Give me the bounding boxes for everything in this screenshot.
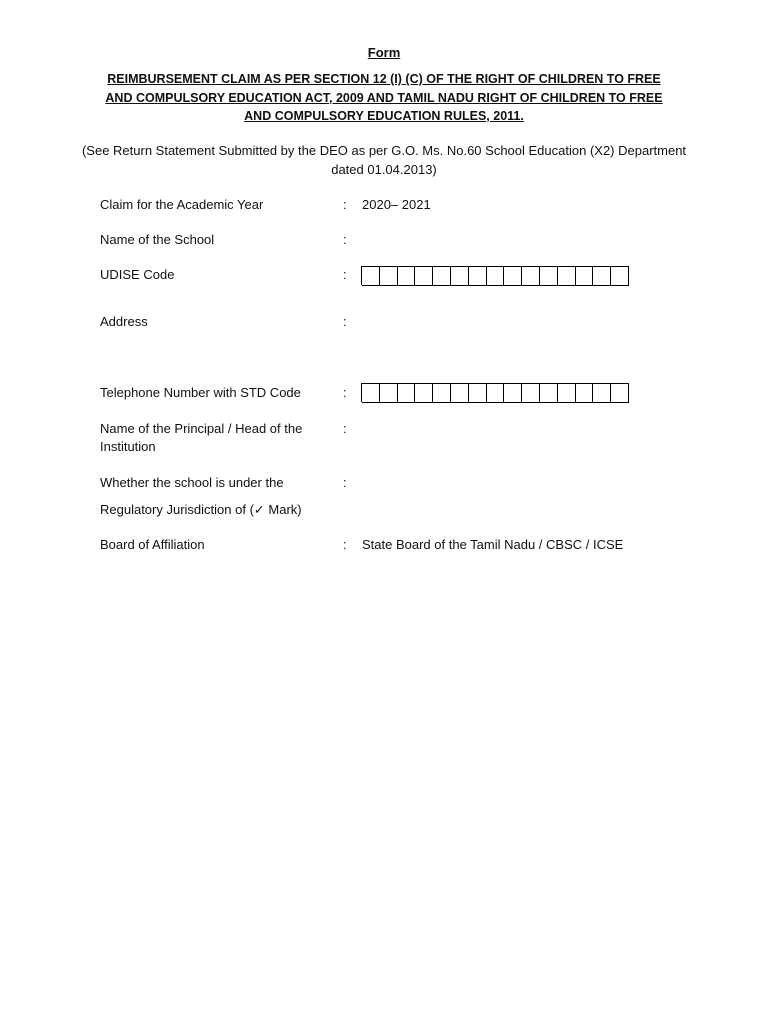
document-heading: REIMBURSEMENT CLAIM AS PER SECTION 12 (I) (C) OF THE RIGHT OF CHILDREN TO FREE AND COMPULSORY EDUCATION ACT, 2009 AND TAMIL NADU RIGHT OF CHILDREN TO FREE AND COMPULSORY EDUCATION RULES, 2011. <box>105 72 663 123</box>
udise-digit-box[interactable] <box>451 266 469 286</box>
address-label: Address <box>100 314 148 329</box>
telephone-digit-box[interactable] <box>415 383 433 403</box>
school-name-label: Name of the School <box>100 232 215 247</box>
telephone-digit-box[interactable] <box>558 383 576 403</box>
telephone-digit-box[interactable] <box>380 383 398 403</box>
school-name-colon: : <box>343 232 347 247</box>
udise-digit-box[interactable] <box>611 266 629 286</box>
principal-colon: : <box>343 421 347 436</box>
udise-digit-box[interactable] <box>522 266 540 286</box>
telephone-digit-box[interactable] <box>487 383 505 403</box>
udise-digit-box[interactable] <box>504 266 522 286</box>
udise-digit-box[interactable] <box>380 266 398 286</box>
udise-digit-box[interactable] <box>469 266 487 286</box>
principal-label: Name of the Principal / Head of the Institution <box>100 421 303 454</box>
udise-digit-box[interactable] <box>398 266 416 286</box>
udise-code-colon: : <box>343 267 347 282</box>
udise-digit-box[interactable] <box>487 266 505 286</box>
telephone-label: Telephone Number with STD Code <box>100 385 301 400</box>
jurisdiction-label-line1: Whether the school is under the <box>100 475 284 490</box>
telephone-digit-box[interactable] <box>576 383 594 403</box>
telephone-digit-box[interactable] <box>362 383 380 403</box>
udise-digit-box[interactable] <box>415 266 433 286</box>
address-colon: : <box>343 314 347 329</box>
udise-digit-box[interactable] <box>433 266 451 286</box>
academic-year-value: 2020– 2021 <box>362 197 431 212</box>
udise-digit-box[interactable] <box>593 266 611 286</box>
telephone-digit-box[interactable] <box>504 383 522 403</box>
board-colon: : <box>343 537 347 552</box>
jurisdiction-label-line2: Regulatory Jurisdiction of (✓ Mark) <box>100 502 302 517</box>
form-label: Form <box>367 45 401 60</box>
telephone-digit-box[interactable] <box>522 383 540 403</box>
telephone-digit-box[interactable] <box>540 383 558 403</box>
udise-digit-box[interactable] <box>576 266 594 286</box>
udise-code-boxes <box>361 266 629 285</box>
telephone-boxes <box>361 383 629 402</box>
udise-digit-box[interactable] <box>558 266 576 286</box>
udise-digit-box[interactable] <box>362 266 380 286</box>
telephone-digit-box[interactable] <box>433 383 451 403</box>
udise-digit-box[interactable] <box>540 266 558 286</box>
document-subheading: (See Return Statement Submitted by the DEO as per G.O. Ms. No.60 School Education (X2) Department dated 01.04.2013) <box>81 143 687 177</box>
udise-code-label: UDISE Code <box>100 267 175 282</box>
telephone-digit-box[interactable] <box>593 383 611 403</box>
academic-year-label: Claim for the Academic Year <box>100 197 264 212</box>
telephone-colon: : <box>343 385 347 400</box>
board-label: Board of Affiliation <box>100 537 205 552</box>
telephone-digit-box[interactable] <box>451 383 469 403</box>
telephone-digit-box[interactable] <box>398 383 416 403</box>
board-value: State Board of the Tamil Nadu / CBSC / ICSE <box>362 537 624 552</box>
telephone-digit-box[interactable] <box>469 383 487 403</box>
academic-year-colon: : <box>343 197 347 212</box>
telephone-digit-box[interactable] <box>611 383 629 403</box>
jurisdiction-colon: : <box>343 475 347 490</box>
